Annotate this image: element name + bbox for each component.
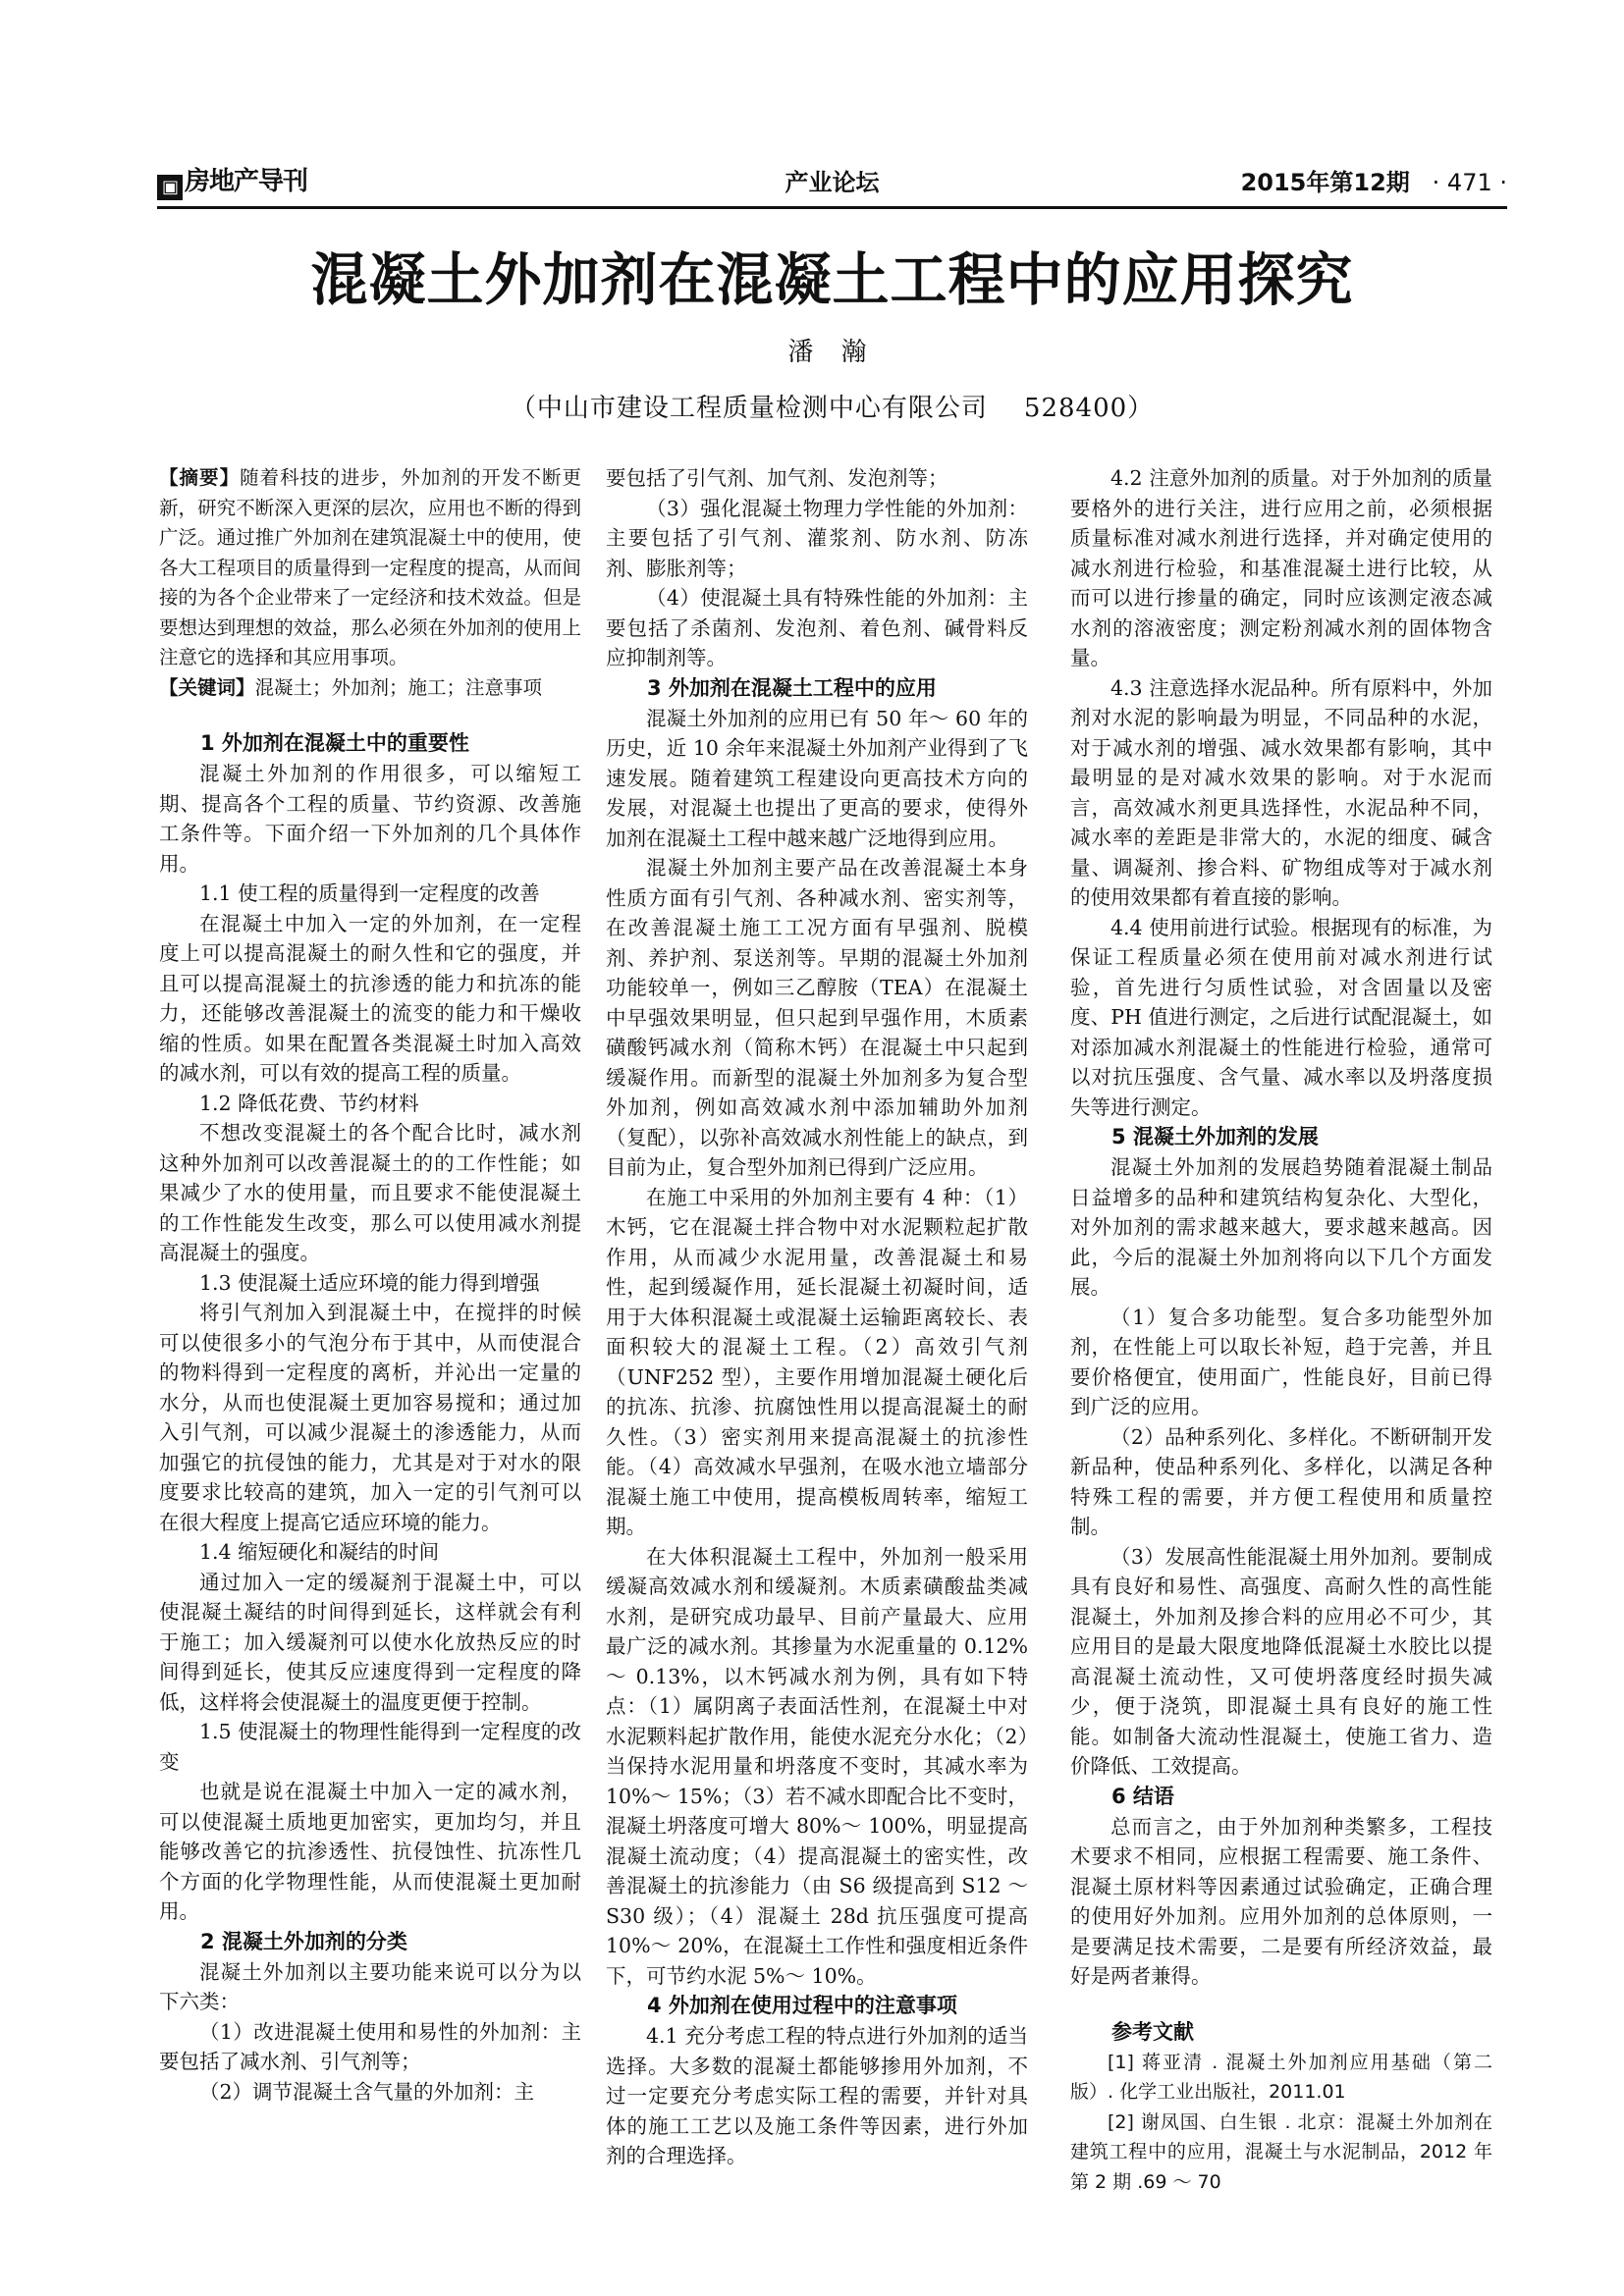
section-heading: 6 结语 (1111, 1784, 1174, 1808)
body-paragraph: 混凝土外加剂的应用已有 50 年～ 60 年的历史，近 10 余年来混凝土外加剂产业得到了飞速发展。随着建筑工程建设向更高技术方向的发展，对混凝土也提出了更高的要求，使得外加剂在混凝土工程中越来越广泛地得到应用。 (606, 706, 1028, 850)
issue-label: 2015年第12期 (1240, 169, 1410, 196)
author-affiliation: （中山市建设工程质量检测中心有限公司 528400） (510, 394, 1155, 423)
journal-name: 房地产导刊 (185, 167, 308, 196)
column-1-body (159, 728, 581, 2107)
issue-and-page (1241, 163, 1507, 197)
body-paragraph: 在混凝土中加入一定的外加剂，在一定程度上可以提高混凝土的耐久性和它的强度，并且可以提高混凝土的抗渗透的能力和抗冻的能力，还能够改善混凝土的流变的能力和干燥收缩的性质。如果在配置各类混凝土时加入高效的减水剂，可以有效的提高工程的质量。 (159, 911, 581, 1085)
abstract-text: 随着科技的进步，外加剂的开发不断更新，研究不断深入更深的层次，应用也不断的得到广泛。通过推广外加剂在建筑混凝土中的使用，使各大工程项目的质量得到一定程度的提高，从而间接的为各个企业带来了一定经济和技术效益。但是要想达到理想的效益，那么必须在外加剂的使用上注意它的选择和其应用事项。 (159, 466, 581, 668)
body-paragraph: 通过加入一定的缓凝剂于混凝土中，可以使混凝土凝结的时间得到延长，这样就会有利于施工；加入缓凝剂可以使水化放热反应的时间得到延长，使其反应速度得到一定程度的降低，这样将会使混凝土的温度更便于控制。 (159, 1570, 581, 1714)
section-heading: 1 外加剂在混凝土中的重要性 (200, 731, 469, 755)
page-number: · 471 · (1432, 169, 1507, 196)
body-paragraph: 4.2 注意外加剂的质量。对于外加剂的质量要格外的进行关注，进行应用之前，必须根据质量标准对减水剂进行选择，并对确定使用的减水剂进行检验，和基准混凝土进行比较，从而可以进行掺量的确定，同时应该测定液态减水剂的溶液密度；测定粉剂减水剂的固体物含量。 (1070, 466, 1492, 669)
body-paragraph: 不想改变混凝土的各个配合比时，减水剂这种外加剂可以改善混凝土的的工作性能；如果减少了水的使用量，而且要求不能使混凝土的工作性能发生改变，那么可以使用减水剂提高混凝土的强度。 (159, 1121, 581, 1264)
keywords-text: 混凝土；外加剂；施工；注意事项 (254, 675, 543, 699)
text-column-2 (606, 463, 1028, 2171)
body-paragraph: 1.1 使工程的质量得到一定程度的改善 (199, 881, 540, 905)
section-heading: 参考文献 (1111, 2019, 1194, 2044)
section-heading: 4 外加剂在使用过程中的注意事项 (647, 1994, 957, 2017)
body-paragraph: 4.1 充分考虑工程的特点进行外加剂的适当选择。大多数的混凝土都能够掺用外加剂，不过一定要充分考虑实际工程的需要，并针对具体的施工工艺以及施工条件等因素，进行外加剂的合理选择。 (606, 2024, 1028, 2167)
body-paragraph: 4.4 使用前进行试验。根据现有的标准，为保证工程质量必须在使用前对减水剂进行试验，首先进行匀质性试验，对含固量以及密度、PH 值进行测定，之后进行试配混凝土，如对添加减水剂混凝土的性能进行检验，通常可以对抗压强度、含气量、减水率以及坍落度损失等进行测定。 (1070, 915, 1492, 1119)
reference-item: [1] 蒋亚清 . 混凝土外加剂应用基础（第二版）. 化学工业出版社，2011.01 (1070, 2051, 1492, 2103)
keywords (159, 673, 581, 704)
body-paragraph: （4）使混凝土具有特殊性能的外加剂：主要包括了杀菌剂、发泡剂、着色剂、碱骨料反应抑制剂等。 (606, 586, 1028, 669)
article-author: 潘 瀚 (787, 338, 877, 367)
body-paragraph: （1）改进混凝土使用和易性的外加剂：主要包括了减水剂、引气剂等； (159, 2019, 581, 2073)
body-paragraph: 混凝土外加剂以主要功能来说可以分为以下六类： (159, 1959, 581, 2013)
running-header (157, 157, 1507, 204)
keywords-label: 【关键词】 (159, 675, 255, 699)
body-paragraph: （2）品种系列化、多样化。不断研制开发新品种，使品种系列化、多样化，以满足各种特殊工程的需要，并方便工程使用和质量控制。 (1070, 1424, 1492, 1538)
body-paragraph: （2）调节混凝土含气量的外加剂：主 (199, 2079, 535, 2104)
abstract-label: 【摘要】 (159, 466, 241, 489)
body-paragraph: （3）强化混凝土物理力学性能的外加剂：主要包括了引气剂、灌浆剂、防水剂、防冻剂、膨胀剂等； (606, 496, 1028, 580)
body-paragraph: 混凝土外加剂的作用很多，可以缩短工期、提高各个工程的质量、节约资源、改善施工条件等。下面介绍一下外加剂的几个具体作用。 (159, 762, 581, 876)
body-paragraph: （1）复合多功能型。复合多功能型外加剂，在性能上可以取长补短，趋于完善，并且要价格便宜，使用面广，性能良好，目前已得到广泛的应用。 (1070, 1305, 1492, 1418)
body-paragraph: 1.5 使混凝土的物理性能得到一定程度的改变 (159, 1720, 581, 1774)
body-paragraph: 1.3 使混凝土适应环境的能力得到增强 (199, 1270, 540, 1295)
section-heading: 2 混凝土外加剂的分类 (200, 1929, 407, 1953)
section-heading: 5 混凝土外加剂的发展 (1111, 1125, 1319, 1148)
body-paragraph: 混凝土外加剂主要产品在改善混凝土本身性质方面有引气剂、各种减水剂、密实剂等，在改善混凝土施工工况方面有早强剂、脱模剂、养护剂、泵送剂等。早期的混凝土外加剂功能较单一，例如三乙醇胺（TEA）在混凝土中早强效果明显，但只起到早强作用，木质素磺酸钙减水剂（简称木钙）在混凝土中只起到缓凝作用。而新型的混凝土外加剂多为复合型外加剂，例如高效减水剂中添加辅助外加剂（复配），以弥补高效减水剂性能上的缺点，到目前为止，复合型外加剂已得到广泛应用。 (606, 856, 1028, 1179)
body-paragraph: 在施工中采用的外加剂主要有 4 种：（1）木钙，它在混凝土拌合物中对水泥颗粒起扩散作用，从而减少水泥用量，改善混凝土和易性，起到缓凝作用，延长混凝土初凝时间，适用于大体积混凝土或混凝土运输距离较长、表面积较大的混凝土工程。（2）高效引气剂（UNF252 型），主要作用增加混凝土硬化后的抗冻、抗渗、抗腐蚀性用以提高混凝土的耐久性。（3）密实剂用来提高混凝土的抗渗性能。（4）高效减水早强剂，在吸水池立墙部分混凝土施工中使用，提高模板周转率，缩短工期。 (606, 1185, 1028, 1538)
text-column-3 (1070, 463, 1492, 2197)
body-paragraph: 将引气剂加入到混凝土中，在搅拌的时候可以使很多小的气泡分布于其中，从而使混合的物料得到一定程度的离析，并沁出一定量的水分，从而也使混凝土更加容易搅和；通过加入引气剂，可以减少混凝土的渗透能力，从而加强它的抗侵蚀的能力，尤其是对于对水的限度要求比较高的建筑，加入一定的引气剂可以在很大程度上提高它适应环境的能力。 (159, 1301, 581, 1534)
body-paragraph: 总而言之，由于外加剂种类繁多，工程技术要求不相同，应根据工程需要、施工条件、混凝土原材料等因素通过试验确定，正确合理的使用好外加剂。应用外加剂的总体原则，一是要满足技术需要，二是要有所经济效益，最好是两者兼得。 (1070, 1814, 1492, 1988)
body-paragraph: （3）发展高性能混凝土用外加剂。要制成具有良好和易性、高强度、高耐久性的高性能混凝土，外加剂及掺合料的应用必不可少，其应用目的是最大限度地降低混凝土水胶比以提高混凝土流动性，又可使坍落度经时损失减少，便于浇筑，即混凝土具有良好的施工性能。如制备大流动性混凝土，使施工省力、造价降低、工效提高。 (1070, 1544, 1492, 1778)
header-rule (157, 206, 1507, 209)
body-paragraph: 1.4 缩短硬化和凝结的时间 (199, 1540, 440, 1564)
article-title: 混凝土外加剂在混凝土工程中的应用探究 (310, 246, 1354, 313)
body-paragraph: 要包括了引气剂、加气剂、发泡剂等； (606, 466, 948, 490)
section-name: 产业论坛 (785, 169, 880, 196)
journal-logo-icon: ▣ (157, 175, 183, 200)
reference-item: [2] 谢凤国、白生银 . 北京：混凝土外加剂在建筑工程中的应用，混凝土与水泥制品，2012 年第 2 期 .69 ～ 70 (1070, 2110, 1492, 2193)
body-paragraph: 1.2 降低花费、节约材料 (199, 1091, 419, 1115)
text-column-1 (159, 463, 581, 2107)
abstract (159, 463, 581, 673)
body-paragraph: 混凝土外加剂的发展趋势随着混凝土制品日益增多的品种和建筑结构复杂化、大型化，对外加剂的需求越来越大，要求越来越高。因此，今后的混凝土外加剂将向以下几个方面发展。 (1070, 1155, 1492, 1299)
spacer (1070, 1992, 1492, 2017)
section-heading: 3 外加剂在混凝土工程中的应用 (647, 675, 937, 700)
body-paragraph: 也就是说在混凝土中加入一定的减水剂，可以使混凝土质地更加密实，更加均匀，并且能够改善它的抗渗透性、抗侵蚀性、抗冻性几个方面的化学物理性能，从而使混凝土更加耐用。 (159, 1780, 581, 1923)
body-paragraph: 4.3 注意选择水泥品种。所有原料中，外加剂对水泥的影响最为明显，不同品种的水泥，对于减水剂的增强、减水效果都有影响，其中最明显的是对减水效果的影响。对于水泥而言，高效减水剂更具选择性，水泥品种不同，减水率的差距是非常大的，水泥的细度、碱含量、调凝剂、掺合料、矿物组成等对于减水剂的使用效果都有着直接的影响。 (1070, 675, 1492, 909)
body-paragraph: 在大体积混凝土工程中，外加剂一般采用缓凝高效减水剂和缓凝剂。木质素磺酸盐类减水剂，是研究成功最早、目前产量最大、应用最广泛的减水剂。其掺量为水泥重量的 0.12%～ 0.13%，以木钙减水剂为例，具有如下特点：（1）属阴离子表面活性剂，在混凝土中对水泥颗料起扩散作用，能使水泥充分水化；（2）当保持水泥用量和坍落度不变时，其减水率为 10%～ 15%；（3）若不减水即配合比不变时，混凝土坍落度可增大 80%～ 100%，明显提高混凝土流动度；（4）提高混凝土的密实性，改善混凝土的抗渗能力（由 S6 级提高到 S12 ～ S30 级）；（4）混凝土 28d 抗压强度可提高 10%～ 20%，在混凝土工作性和强度相近条件下，可节约水泥 5%～ 10%。 (606, 1544, 1028, 1988)
spacer (159, 703, 581, 728)
